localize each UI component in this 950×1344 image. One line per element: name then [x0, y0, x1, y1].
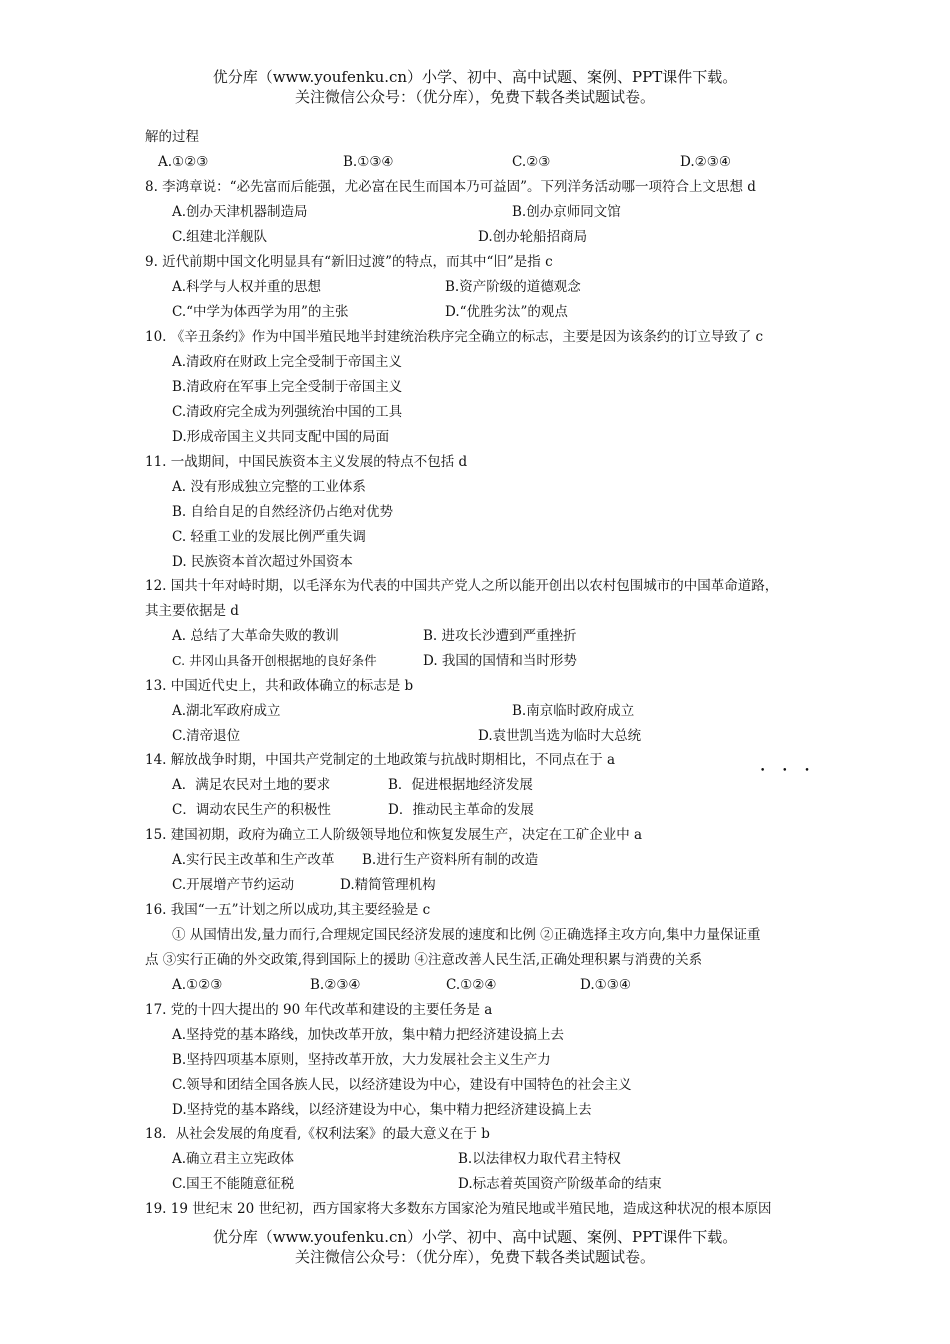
- q18-option-a: A.确立君主立宪政体: [172, 1151, 295, 1167]
- q11-stem: 11. 一战期间，中国民族资本主义发展的特点不包括 d: [145, 454, 468, 470]
- q9-option-a: A.科学与人权并重的思想: [172, 279, 322, 295]
- q11-option-a: A. 没有形成独立完整的工业体系: [172, 479, 366, 495]
- footer-line-2: 关注微信公众号：（优分库），免费下载各类试题试卷。: [294, 1248, 655, 1266]
- q7-option-d: D.②③④: [680, 154, 731, 170]
- q15-option-b: B.进行生产资料所有制的改造: [362, 852, 539, 868]
- q11-option-d: D. 民族资本首次超过外国资本: [172, 554, 353, 570]
- q9-option-c: C.“中学为体西学为用”的主张: [172, 304, 349, 320]
- q10-stem: 10. 《辛丑条约》作为中国半殖民地半封建统治秩序完全确立的标志，主要是因为该条约的订立导致了 c: [145, 329, 764, 345]
- q7-tail: 解的过程: [145, 129, 199, 145]
- q14-option-d: D．推动民主革命的发展: [388, 802, 534, 818]
- q16-stem: 16. 我国“一五”计划之所以成功,其主要经验是 c: [145, 902, 431, 918]
- q7-option-b: B.①③④: [343, 154, 394, 170]
- q8-stem: 8. 李鸿章说：“必先富而后能强，尤必富在民生而国本乃可益固”。下列洋务活动哪一项符合上文思想 d: [145, 179, 756, 195]
- q16-option-d: D.①③④: [580, 977, 631, 993]
- q15-option-a: A.实行民主改革和生产改革: [172, 852, 335, 868]
- q11-option-b: B. 自给自足的自然经济仍占绝对优势: [172, 504, 394, 520]
- q14-option-c: C．调动农民生产的积极性: [172, 802, 331, 818]
- q19-stem: 19. 19 世纪末 20 世纪初，西方国家将大多数东方国家沦为殖民地或半殖民地，造成这种状况的根本原因: [145, 1201, 772, 1217]
- q9-option-d: D.“优胜劣汰”的观点: [445, 304, 568, 320]
- q7-option-c: C.②③: [512, 154, 551, 170]
- q8-option-c: C.组建北洋舰队: [172, 229, 268, 245]
- q12-option-a: A. 总结了大革命失败的教训: [172, 628, 339, 644]
- q17-stem: 17. 党的十四大提出的 90 年代改革和建设的主要任务是 a: [145, 1002, 493, 1018]
- q15-option-d: D.精简管理机构: [340, 877, 436, 893]
- q10-option-d: D.形成帝国主义共同支配中国的局面: [172, 429, 390, 445]
- q18-stem: 18．从社会发展的角度看,《权利法案》的最大意义在于 b: [145, 1126, 490, 1142]
- q13-option-c: C.清帝退位: [172, 728, 241, 744]
- q17-option-b: B.坚持四项基本原则，坚持改革开放，大力发展社会主义生产力: [172, 1052, 551, 1068]
- q14-option-b: B．促进根据地经济发展: [388, 777, 533, 793]
- q16-option-c: C.①②④: [446, 977, 497, 993]
- page-footer: [0, 1227, 950, 1267]
- q8-option-b: B.创办京师同文馆: [512, 204, 621, 220]
- q18-option-c: C.国王不能随意征税: [172, 1176, 295, 1192]
- q18-option-b: B.以法律权力取代君主特权: [458, 1151, 621, 1167]
- q12-option-d: D. 我国的国情和当时形势: [423, 653, 577, 669]
- q8-option-a: A.创办天津机器制造局: [172, 204, 308, 220]
- q10-option-b: B.清政府在军事上完全受制于帝国主义: [172, 379, 403, 395]
- q13-option-d: D.袁世凯当选为临时大总统: [478, 728, 642, 744]
- page-header: [0, 67, 950, 107]
- q13-stem: 13. 中国近代史上，共和政体确立的标志是 b: [145, 678, 414, 694]
- q9-option-b: B.资产阶级的道德观念: [445, 279, 581, 295]
- q12-stem-line-2: 其主要依据是 d: [145, 603, 239, 619]
- q13-option-b: B.南京临时政府成立: [512, 703, 635, 719]
- q18-option-d: D.标志着英国资产阶级革命的结束: [458, 1176, 662, 1192]
- q11-option-c: C. 轻重工业的发展比例严重失调: [172, 529, 366, 545]
- footer-line-1: 优分库（www.youfenku.cn）小学、初中、高中试题、案例、PPT课件下载。: [212, 1228, 738, 1246]
- q12-stem-line-1: 12. 国共十年对峙时期，以毛泽东为代表的中国共产党人之所以能开创出以农村包围城市的中国革命道路，: [145, 578, 779, 594]
- emphasis-dots: • • •: [760, 766, 817, 776]
- q16-items-line-2: 点 ③实行正确的外交政策,得到国际上的援助 ④注意改善人民生活,正确处理积累与消费的关系: [145, 952, 703, 968]
- q10-option-c: C.清政府完全成为列强统治中国的工具: [172, 404, 403, 420]
- q16-items-line-1: ① 从国情出发,量力而行,合理规定国民经济发展的速度和比例 ②正确选择主攻方向,集中力量保证重: [172, 927, 761, 943]
- q15-stem: 15. 建国初期，政府为确立工人阶级领导地位和恢复发展生产，决定在工矿企业中 a: [145, 827, 643, 843]
- q10-option-a: A.清政府在财政上完全受制于帝国主义: [172, 354, 403, 370]
- q9-stem: 9. 近代前期中国文化明显具有“新旧过渡”的特点，而其中“旧”是指 c: [145, 254, 553, 270]
- q12-option-c: C. 井冈山具备开创根据地的良好条件: [172, 653, 377, 668]
- q8-option-d: D.创办轮船招商局: [478, 229, 588, 245]
- q15-option-c: C.开展增产节约运动: [172, 877, 295, 893]
- q14-option-a: A．满足农民对土地的要求: [172, 777, 331, 793]
- q17-option-c: C.领导和团结全国各族人民，以经济建设为中心，建设有中国特色的社会主义: [172, 1077, 632, 1093]
- q14-stem: 14. 解放战争时期，中国共产党制定的土地政策与抗战时期相比，不同点在于 a: [145, 752, 616, 768]
- q17-option-a: A.坚持党的基本路线，加快改革开放，集中精力把经济建设搞上去: [172, 1027, 565, 1043]
- header-line-1: 优分库（www.youfenku.cn）小学、初中、高中试题、案例、PPT课件下载。: [212, 68, 738, 86]
- q7-option-a: A.①②③: [158, 154, 209, 170]
- q12-option-b: B. 进攻长沙遭到严重挫折: [423, 628, 577, 644]
- q16-option-b: B.②③④: [310, 977, 361, 993]
- q13-option-a: A.湖北军政府成立: [172, 703, 281, 719]
- q16-option-a: A.①②③: [172, 977, 223, 993]
- header-line-2: 关注微信公众号：（优分库），免费下载各类试题试卷。: [294, 88, 655, 106]
- q17-option-d: D.坚持党的基本路线，以经济建设为中心，集中精力把经济建设搞上去: [172, 1102, 592, 1118]
